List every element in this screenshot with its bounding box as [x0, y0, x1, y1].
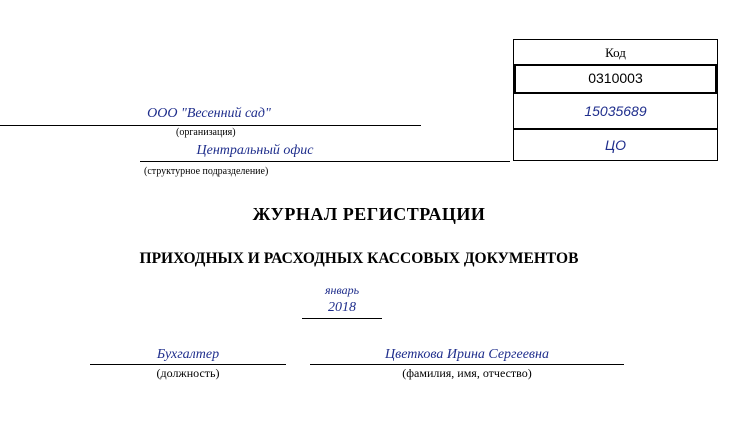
journal-subtitle: ПРИХОДНЫХ И РАСХОДНЫХ КАССОВЫХ ДОКУМЕНТОВ	[139, 250, 579, 267]
position-caption: (должность)	[156, 366, 220, 380]
form-code-cell: 0310003	[514, 64, 717, 92]
code-table-header: Код	[605, 45, 626, 60]
name-underline	[310, 364, 624, 365]
subdivision-value: Центральный офис	[196, 143, 314, 158]
period-year: 2018	[328, 300, 356, 315]
period-underline	[302, 318, 382, 319]
subdivision-caption: (структурное подразделение)	[144, 166, 269, 177]
code-table	[513, 39, 718, 161]
organization-caption: (организация)	[176, 127, 236, 138]
name-caption: (фамилия, имя, отчество)	[402, 366, 532, 380]
organization-value: ООО "Весенний сад"	[147, 106, 271, 121]
okpo-cell: 15035689	[514, 92, 717, 128]
journal-title: ЖУРНАЛ РЕГИСТРАЦИИ	[252, 204, 486, 224]
position-value: Бухгалтер	[156, 347, 220, 362]
organization-underline	[0, 125, 421, 126]
name-value: Цветкова Ирина Сергеевна	[385, 347, 549, 362]
position-underline	[90, 364, 286, 365]
subdivision-underline	[140, 161, 510, 162]
subdivision-code-cell: ЦО	[514, 128, 717, 161]
period-month: январь	[324, 283, 360, 297]
